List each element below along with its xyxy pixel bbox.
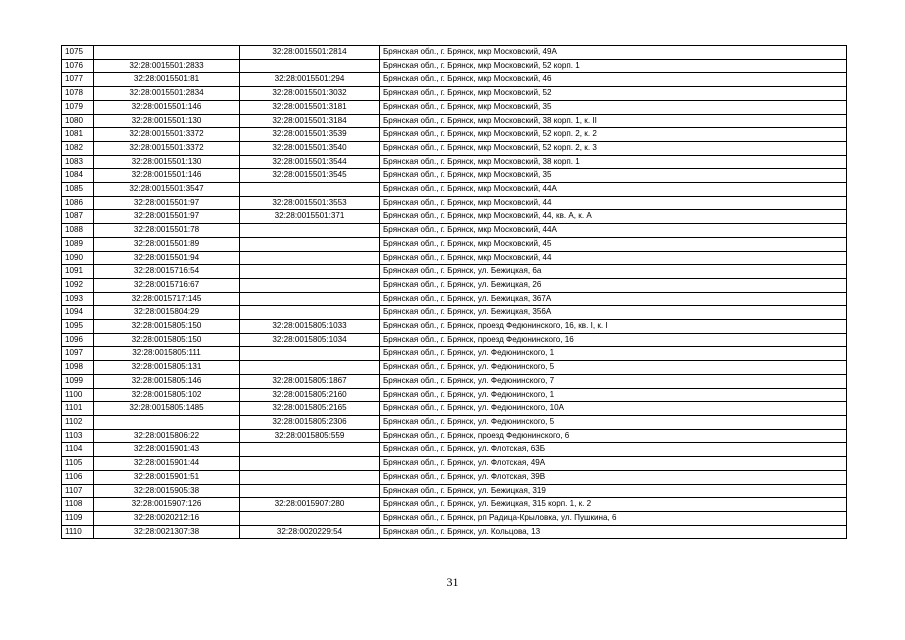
land-plot-cadastral-cell: 32:28:0015805:102 bbox=[94, 388, 240, 402]
building-cadastral-cell: 32:28:0015805:2306 bbox=[240, 415, 380, 429]
table-row bbox=[62, 169, 847, 183]
land-plot-cadastral-cell bbox=[94, 46, 240, 60]
address-cell: Брянская обл., г. Брянск, мкр Московский, 52 bbox=[380, 87, 847, 101]
land-plot-cadastral-cell: 32:28:0015717:145 bbox=[94, 292, 240, 306]
address-cell: Брянская обл., г. Брянск, мкр Московский, 44 bbox=[380, 196, 847, 210]
building-cadastral-cell: 32:28:0015501:3032 bbox=[240, 87, 380, 101]
row-number-cell: 1093 bbox=[62, 292, 94, 306]
table-row bbox=[62, 100, 847, 114]
table-row bbox=[62, 525, 847, 539]
table-row bbox=[62, 46, 847, 60]
row-number-cell: 1101 bbox=[62, 402, 94, 416]
table-row bbox=[62, 59, 847, 73]
building-cadastral-cell: 32:28:0015805:1867 bbox=[240, 374, 380, 388]
land-plot-cadastral-cell: 32:28:0015501:81 bbox=[94, 73, 240, 87]
table-row bbox=[62, 155, 847, 169]
land-plot-cadastral-cell: 32:28:0021307:38 bbox=[94, 525, 240, 539]
land-plot-cadastral-cell: 32:28:0015501:3547 bbox=[94, 183, 240, 197]
building-cadastral-cell bbox=[240, 59, 380, 73]
address-cell: Брянская обл., г. Брянск, ул. Кольцова, 13 bbox=[380, 525, 847, 539]
table-row bbox=[62, 320, 847, 334]
table-row bbox=[62, 457, 847, 471]
row-number-cell: 1102 bbox=[62, 415, 94, 429]
address-cell: Брянская обл., г. Брянск, ул. Бежицкая, 367А bbox=[380, 292, 847, 306]
row-number-cell: 1081 bbox=[62, 128, 94, 142]
building-cadastral-cell bbox=[240, 265, 380, 279]
building-cadastral-cell bbox=[240, 457, 380, 471]
building-cadastral-cell: 32:28:0015501:3544 bbox=[240, 155, 380, 169]
land-plot-cadastral-cell: 32:28:0015501:2833 bbox=[94, 59, 240, 73]
table-row bbox=[62, 128, 847, 142]
table-row bbox=[62, 73, 847, 87]
land-plot-cadastral-cell: 32:28:0015805:146 bbox=[94, 374, 240, 388]
address-cell: Брянская обл., г. Брянск, мкр Московский, 52 корп. 2, к. 2 bbox=[380, 128, 847, 142]
address-cell: Брянская обл., г. Брянск, мкр Московский, 38 корп. 1, к. II bbox=[380, 114, 847, 128]
table-row bbox=[62, 484, 847, 498]
address-cell: Брянская обл., г. Брянск, ул. Бежицкая, 6а bbox=[380, 265, 847, 279]
table-row bbox=[62, 306, 847, 320]
table-body bbox=[62, 46, 847, 539]
address-cell: Брянская обл., г. Брянск, мкр Московский, 52 корп. 1 bbox=[380, 59, 847, 73]
row-number-cell: 1105 bbox=[62, 457, 94, 471]
land-plot-cadastral-cell: 32:28:0015501:97 bbox=[94, 196, 240, 210]
land-plot-cadastral-cell: 32:28:0015901:43 bbox=[94, 443, 240, 457]
row-number-cell: 1084 bbox=[62, 169, 94, 183]
row-number-cell: 1095 bbox=[62, 320, 94, 334]
land-plot-cadastral-cell: 32:28:0015716:54 bbox=[94, 265, 240, 279]
page-number: 31 bbox=[446, 575, 459, 589]
row-number-cell: 1103 bbox=[62, 429, 94, 443]
address-cell: Брянская обл., г. Брянск, мкр Московский, 44, кв. А, к. А bbox=[380, 210, 847, 224]
row-number-cell: 1100 bbox=[62, 388, 94, 402]
table-row bbox=[62, 237, 847, 251]
row-number-cell: 1104 bbox=[62, 443, 94, 457]
table-row bbox=[62, 196, 847, 210]
row-number-cell: 1092 bbox=[62, 278, 94, 292]
row-number-cell: 1090 bbox=[62, 251, 94, 265]
land-plot-cadastral-cell bbox=[94, 415, 240, 429]
row-number-cell: 1080 bbox=[62, 114, 94, 128]
building-cadastral-cell bbox=[240, 237, 380, 251]
table-row bbox=[62, 183, 847, 197]
table-row bbox=[62, 470, 847, 484]
row-number-cell: 1107 bbox=[62, 484, 94, 498]
building-cadastral-cell bbox=[240, 278, 380, 292]
land-plot-cadastral-cell: 32:28:0015907:126 bbox=[94, 498, 240, 512]
land-plot-cadastral-cell: 32:28:0015501:130 bbox=[94, 155, 240, 169]
table-row bbox=[62, 210, 847, 224]
address-cell: Брянская обл., г. Брянск, ул. Федюнинского, 10А bbox=[380, 402, 847, 416]
building-cadastral-cell: 32:28:0015501:3553 bbox=[240, 196, 380, 210]
address-cell: Брянская обл., г. Брянск, ул. Флотская, 49А bbox=[380, 457, 847, 471]
address-cell: Брянская обл., г. Брянск, мкр Московский, 45 bbox=[380, 237, 847, 251]
row-number-cell: 1076 bbox=[62, 59, 94, 73]
building-cadastral-cell bbox=[240, 511, 380, 525]
row-number-cell: 1106 bbox=[62, 470, 94, 484]
building-cadastral-cell bbox=[240, 470, 380, 484]
land-plot-cadastral-cell: 32:28:0015501:3372 bbox=[94, 128, 240, 142]
row-number-cell: 1110 bbox=[62, 525, 94, 539]
building-cadastral-cell: 32:28:0015501:3184 bbox=[240, 114, 380, 128]
address-cell: Брянская обл., г. Брянск, ул. Бежицкая, 315 корп. 1, к. 2 bbox=[380, 498, 847, 512]
row-number-cell: 1077 bbox=[62, 73, 94, 87]
land-plot-cadastral-cell: 32:28:0015501:94 bbox=[94, 251, 240, 265]
land-plot-cadastral-cell: 32:28:0015501:146 bbox=[94, 169, 240, 183]
address-cell: Брянская обл., г. Брянск, мкр Московский, 35 bbox=[380, 100, 847, 114]
address-cell: Брянская обл., г. Брянск, ул. Федюнинского, 5 bbox=[380, 361, 847, 375]
address-cell: Брянская обл., г. Брянск, проезд Федюнинского, 16 bbox=[380, 333, 847, 347]
row-number-cell: 1087 bbox=[62, 210, 94, 224]
table-row bbox=[62, 498, 847, 512]
row-number-cell: 1109 bbox=[62, 511, 94, 525]
building-cadastral-cell bbox=[240, 306, 380, 320]
building-cadastral-cell: 32:28:0015805:2165 bbox=[240, 402, 380, 416]
address-cell: Брянская обл., г. Брянск, мкр Московский, 46 bbox=[380, 73, 847, 87]
address-cell: Брянская обл., г. Брянск, ул. Федюнинского, 7 bbox=[380, 374, 847, 388]
address-cell: Брянская обл., г. Брянск, ул. Бежицкая, 356А bbox=[380, 306, 847, 320]
address-cell: Брянская обл., г. Брянск, мкр Московский, 49А bbox=[380, 46, 847, 60]
address-cell: Брянская обл., г. Брянск, мкр Московский, 44 bbox=[380, 251, 847, 265]
address-cell: Брянская обл., г. Брянск, мкр Московский, 35 bbox=[380, 169, 847, 183]
row-number-cell: 1082 bbox=[62, 141, 94, 155]
address-cell: Брянская обл., г. Брянск, ул. Бежицкая, 26 bbox=[380, 278, 847, 292]
land-plot-cadastral-cell: 32:28:0015501:146 bbox=[94, 100, 240, 114]
address-cell: Брянская обл., г. Брянск, мкр Московский, 44А bbox=[380, 224, 847, 238]
address-cell: Брянская обл., г. Брянск, мкр Московский, 52 корп. 2, к. 3 bbox=[380, 141, 847, 155]
land-plot-cadastral-cell: 32:28:0015806:22 bbox=[94, 429, 240, 443]
building-cadastral-cell: 32:28:0015805:559 bbox=[240, 429, 380, 443]
table-row bbox=[62, 388, 847, 402]
row-number-cell: 1108 bbox=[62, 498, 94, 512]
building-cadastral-cell bbox=[240, 443, 380, 457]
row-number-cell: 1085 bbox=[62, 183, 94, 197]
building-cadastral-cell: 32:28:0015501:3181 bbox=[240, 100, 380, 114]
building-cadastral-cell bbox=[240, 361, 380, 375]
address-cell: Брянская обл., г. Брянск, проезд Федюнинского, 16, кв. I, к. I bbox=[380, 320, 847, 334]
table-row bbox=[62, 141, 847, 155]
land-plot-cadastral-cell: 32:28:0015805:111 bbox=[94, 347, 240, 361]
table-row bbox=[62, 443, 847, 457]
building-cadastral-cell: 32:28:0015501:371 bbox=[240, 210, 380, 224]
building-cadastral-cell bbox=[240, 183, 380, 197]
row-number-cell: 1086 bbox=[62, 196, 94, 210]
address-cell: Брянская обл., г. Брянск, мкр Московский, 44А bbox=[380, 183, 847, 197]
land-plot-cadastral-cell: 32:28:0015805:150 bbox=[94, 333, 240, 347]
row-number-cell: 1096 bbox=[62, 333, 94, 347]
address-cell: Брянская обл., г. Брянск, ул. Бежицкая, 319 bbox=[380, 484, 847, 498]
table-row bbox=[62, 429, 847, 443]
building-cadastral-cell: 32:28:0015805:1034 bbox=[240, 333, 380, 347]
row-number-cell: 1079 bbox=[62, 100, 94, 114]
building-cadastral-cell bbox=[240, 292, 380, 306]
address-cell: Брянская обл., г. Брянск, ул. Федюнинского, 5 bbox=[380, 415, 847, 429]
row-number-cell: 1094 bbox=[62, 306, 94, 320]
building-cadastral-cell bbox=[240, 224, 380, 238]
address-cell: Брянская обл., г. Брянск, проезд Федюнинского, 6 bbox=[380, 429, 847, 443]
address-cell: Брянская обл., г. Брянск, ул. Флотская, 39В bbox=[380, 470, 847, 484]
land-plot-cadastral-cell: 32:28:0015805:1485 bbox=[94, 402, 240, 416]
land-plot-cadastral-cell: 32:28:0015716:67 bbox=[94, 278, 240, 292]
building-cadastral-cell bbox=[240, 347, 380, 361]
land-plot-cadastral-cell: 32:28:0015805:131 bbox=[94, 361, 240, 375]
table-row bbox=[62, 415, 847, 429]
land-plot-cadastral-cell: 32:28:0015501:2834 bbox=[94, 87, 240, 101]
table-row bbox=[62, 114, 847, 128]
table-row bbox=[62, 265, 847, 279]
table-row bbox=[62, 278, 847, 292]
land-plot-cadastral-cell: 32:28:0015804:29 bbox=[94, 306, 240, 320]
table-row bbox=[62, 402, 847, 416]
building-cadastral-cell: 32:28:0015501:3540 bbox=[240, 141, 380, 155]
row-number-cell: 1088 bbox=[62, 224, 94, 238]
row-number-cell: 1098 bbox=[62, 361, 94, 375]
land-plot-cadastral-cell: 32:28:0015501:3372 bbox=[94, 141, 240, 155]
land-plot-cadastral-cell: 32:28:0020212:16 bbox=[94, 511, 240, 525]
building-cadastral-cell: 32:28:0015907:280 bbox=[240, 498, 380, 512]
table-row bbox=[62, 374, 847, 388]
row-number-cell: 1078 bbox=[62, 87, 94, 101]
land-plot-cadastral-cell: 32:28:0015901:51 bbox=[94, 470, 240, 484]
row-number-cell: 1099 bbox=[62, 374, 94, 388]
table-row bbox=[62, 361, 847, 375]
address-cell: Брянская обл., г. Брянск, рп Радица-Крыловка, ул. Пушкина, 6 bbox=[380, 511, 847, 525]
building-cadastral-cell: 32:28:0015501:294 bbox=[240, 73, 380, 87]
address-cell: Брянская обл., г. Брянск, мкр Московский, 38 корп. 1 bbox=[380, 155, 847, 169]
land-plot-cadastral-cell: 32:28:0015501:89 bbox=[94, 237, 240, 251]
land-plot-cadastral-cell: 32:28:0015905:38 bbox=[94, 484, 240, 498]
building-cadastral-cell: 32:28:0015805:2160 bbox=[240, 388, 380, 402]
table-row bbox=[62, 87, 847, 101]
land-plot-cadastral-cell: 32:28:0015901:44 bbox=[94, 457, 240, 471]
building-cadastral-cell bbox=[240, 251, 380, 265]
table-row bbox=[62, 511, 847, 525]
address-cell: Брянская обл., г. Брянск, ул. Флотская, 63Б bbox=[380, 443, 847, 457]
row-number-cell: 1097 bbox=[62, 347, 94, 361]
row-number-cell: 1091 bbox=[62, 265, 94, 279]
table-row bbox=[62, 347, 847, 361]
row-number-cell: 1075 bbox=[62, 46, 94, 60]
building-cadastral-cell: 32:28:0020229:54 bbox=[240, 525, 380, 539]
row-number-cell: 1083 bbox=[62, 155, 94, 169]
table-row bbox=[62, 333, 847, 347]
table-row bbox=[62, 292, 847, 306]
table-row bbox=[62, 224, 847, 238]
address-cell: Брянская обл., г. Брянск, ул. Федюнинского, 1 bbox=[380, 347, 847, 361]
building-cadastral-cell: 32:28:0015501:2814 bbox=[240, 46, 380, 60]
cadastral-table bbox=[61, 45, 847, 539]
address-cell: Брянская обл., г. Брянск, ул. Федюнинского, 1 bbox=[380, 388, 847, 402]
row-number-cell: 1089 bbox=[62, 237, 94, 251]
building-cadastral-cell: 32:28:0015501:3545 bbox=[240, 169, 380, 183]
land-plot-cadastral-cell: 32:28:0015501:78 bbox=[94, 224, 240, 238]
building-cadastral-cell: 32:28:0015805:1033 bbox=[240, 320, 380, 334]
land-plot-cadastral-cell: 32:28:0015805:150 bbox=[94, 320, 240, 334]
table-row bbox=[62, 251, 847, 265]
building-cadastral-cell: 32:28:0015501:3539 bbox=[240, 128, 380, 142]
land-plot-cadastral-cell: 32:28:0015501:130 bbox=[94, 114, 240, 128]
building-cadastral-cell bbox=[240, 484, 380, 498]
land-plot-cadastral-cell: 32:28:0015501:97 bbox=[94, 210, 240, 224]
